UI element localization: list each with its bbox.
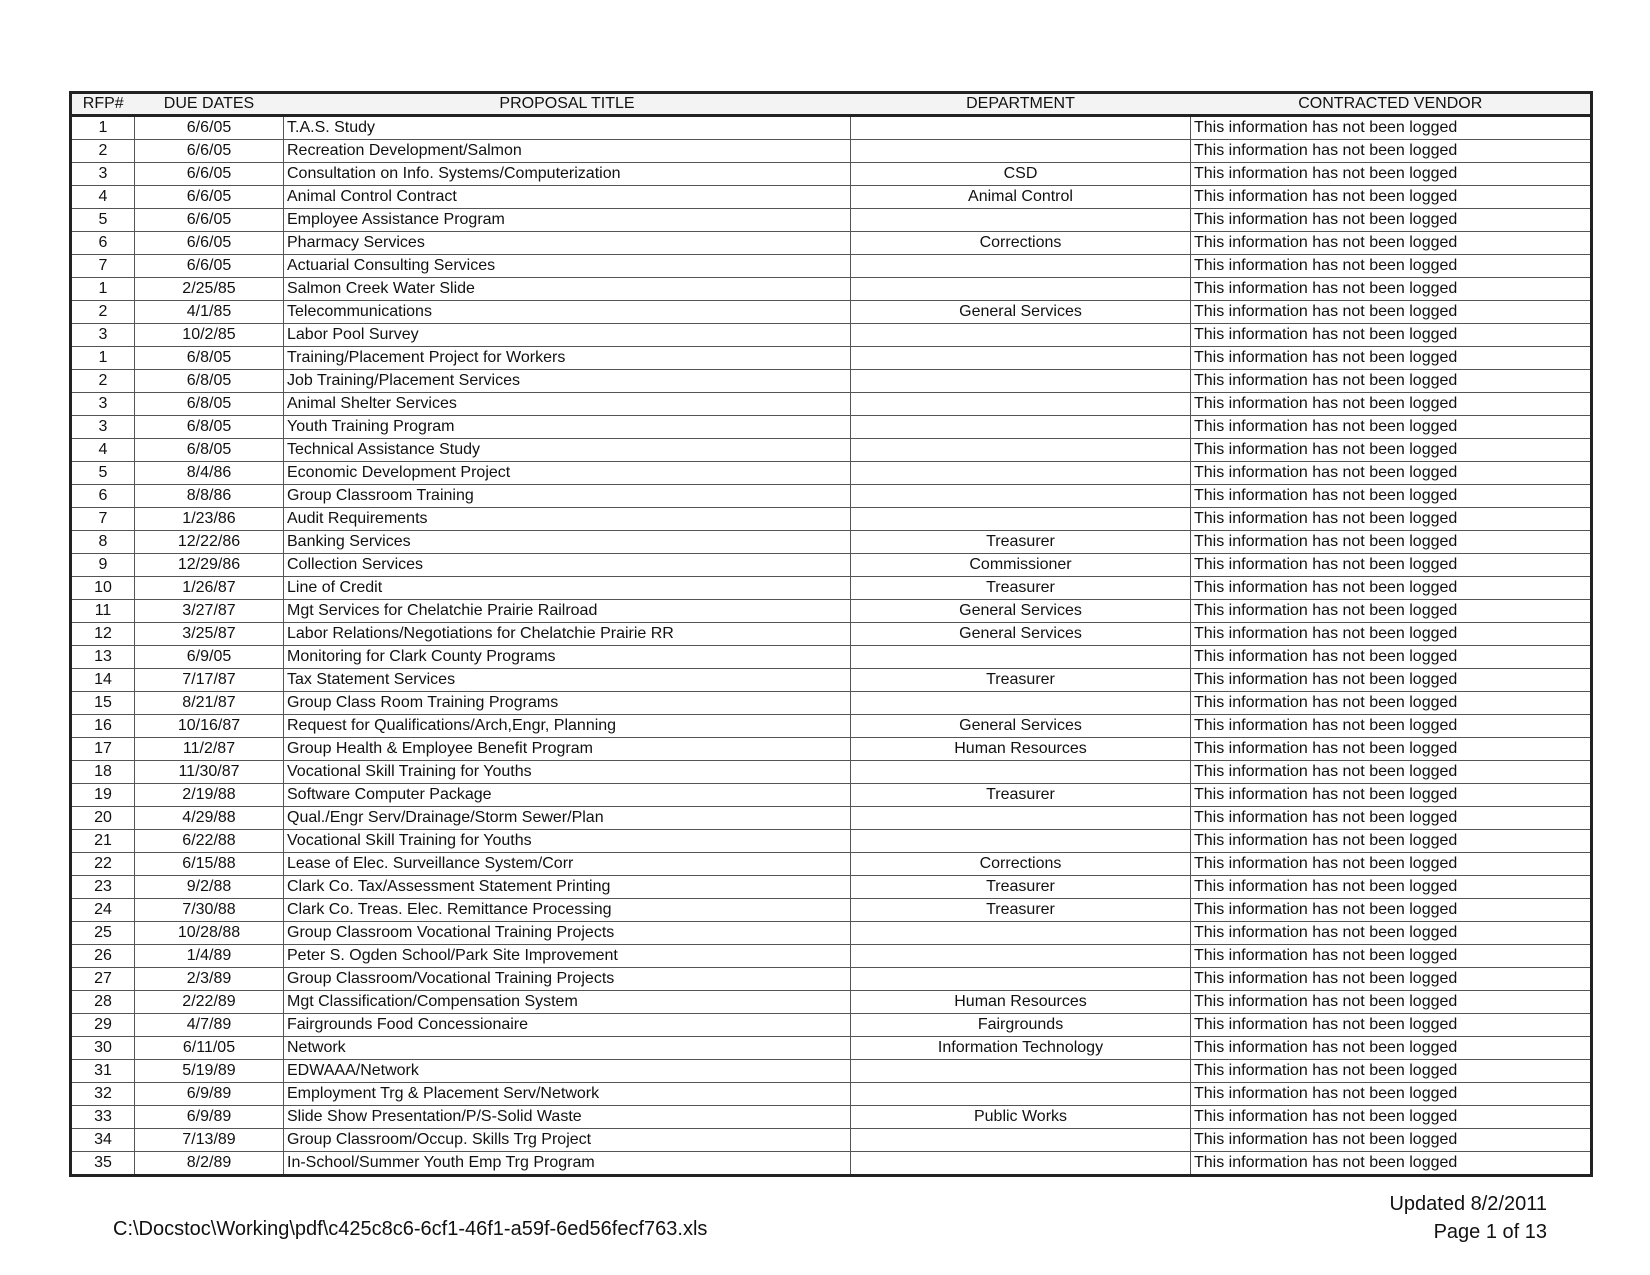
cell-department: Treasurer [851, 531, 1191, 554]
cell-rfp: 17 [71, 738, 135, 761]
cell-due-date: 1/26/87 [135, 577, 284, 600]
cell-rfp: 3 [71, 393, 135, 416]
cell-contracted-vendor: This information has not been logged [1191, 807, 1592, 830]
table-row [71, 577, 1592, 600]
cell-rfp: 2 [71, 140, 135, 163]
cell-rfp: 22 [71, 853, 135, 876]
cell-department [851, 116, 1191, 140]
cell-proposal-title: Group Class Room Training Programs [284, 692, 851, 715]
cell-proposal-title: Banking Services [284, 531, 851, 554]
cell-department [851, 761, 1191, 784]
cell-department [851, 370, 1191, 393]
cell-contracted-vendor: This information has not been logged [1191, 186, 1592, 209]
cell-department: General Services [851, 715, 1191, 738]
cell-rfp: 8 [71, 531, 135, 554]
cell-proposal-title: Labor Relations/Negotiations for Chelatchie Prairie RR [284, 623, 851, 646]
table-row [71, 830, 1592, 853]
cell-proposal-title: Group Classroom/Vocational Training Projects [284, 968, 851, 991]
cell-contracted-vendor: This information has not been logged [1191, 761, 1592, 784]
cell-rfp: 26 [71, 945, 135, 968]
cell-due-date: 7/17/87 [135, 669, 284, 692]
cell-contracted-vendor: This information has not been logged [1191, 738, 1592, 761]
table-row [71, 116, 1592, 140]
cell-due-date: 6/6/05 [135, 140, 284, 163]
table-row [71, 140, 1592, 163]
cell-contracted-vendor: This information has not been logged [1191, 116, 1592, 140]
cell-department: General Services [851, 623, 1191, 646]
cell-rfp: 34 [71, 1129, 135, 1152]
table-row [71, 255, 1592, 278]
cell-department [851, 830, 1191, 853]
cell-proposal-title: Monitoring for Clark County Programs [284, 646, 851, 669]
cell-rfp: 23 [71, 876, 135, 899]
cell-due-date: 3/27/87 [135, 600, 284, 623]
cell-due-date: 6/9/89 [135, 1106, 284, 1129]
cell-proposal-title: Pharmacy Services [284, 232, 851, 255]
cell-proposal-title: Vocational Skill Training for Youths [284, 761, 851, 784]
table-header-row [71, 93, 1592, 116]
cell-rfp: 25 [71, 922, 135, 945]
cell-department [851, 1060, 1191, 1083]
table-row [71, 991, 1592, 1014]
cell-department: Human Resources [851, 991, 1191, 1014]
cell-department [851, 255, 1191, 278]
cell-rfp: 3 [71, 163, 135, 186]
cell-proposal-title: EDWAAA/Network [284, 1060, 851, 1083]
header-rfp: RFP# [71, 93, 135, 116]
cell-contracted-vendor: This information has not been logged [1191, 140, 1592, 163]
cell-rfp: 28 [71, 991, 135, 1014]
table-row [71, 554, 1592, 577]
cell-due-date: 6/9/05 [135, 646, 284, 669]
cell-proposal-title: Animal Control Contract [284, 186, 851, 209]
cell-contracted-vendor: This information has not been logged [1191, 531, 1592, 554]
cell-contracted-vendor: This information has not been logged [1191, 876, 1592, 899]
cell-due-date: 2/25/85 [135, 278, 284, 301]
cell-department [851, 1129, 1191, 1152]
cell-department [851, 1083, 1191, 1106]
cell-contracted-vendor: This information has not been logged [1191, 1152, 1592, 1176]
cell-due-date: 8/2/89 [135, 1152, 284, 1176]
table-row [71, 301, 1592, 324]
cell-rfp: 24 [71, 899, 135, 922]
cell-due-date: 2/22/89 [135, 991, 284, 1014]
cell-rfp: 5 [71, 209, 135, 232]
cell-department [851, 807, 1191, 830]
cell-rfp: 12 [71, 623, 135, 646]
cell-rfp: 20 [71, 807, 135, 830]
cell-rfp: 27 [71, 968, 135, 991]
cell-rfp: 32 [71, 1083, 135, 1106]
table-row [71, 784, 1592, 807]
cell-due-date: 6/6/05 [135, 186, 284, 209]
cell-contracted-vendor: This information has not been logged [1191, 508, 1592, 531]
table-row [71, 1014, 1592, 1037]
cell-contracted-vendor: This information has not been logged [1191, 1129, 1592, 1152]
cell-due-date: 3/25/87 [135, 623, 284, 646]
cell-proposal-title: In-School/Summer Youth Emp Trg Program [284, 1152, 851, 1176]
cell-department: Treasurer [851, 669, 1191, 692]
cell-contracted-vendor: This information has not been logged [1191, 991, 1592, 1014]
cell-proposal-title: Telecommunications [284, 301, 851, 324]
cell-proposal-title: Recreation Development/Salmon [284, 140, 851, 163]
table-row [71, 462, 1592, 485]
table-row [71, 669, 1592, 692]
table-row [71, 876, 1592, 899]
table-row [71, 692, 1592, 715]
cell-due-date: 9/2/88 [135, 876, 284, 899]
cell-rfp: 16 [71, 715, 135, 738]
cell-rfp: 21 [71, 830, 135, 853]
cell-rfp: 4 [71, 186, 135, 209]
cell-proposal-title: Group Classroom Vocational Training Projects [284, 922, 851, 945]
cell-proposal-title: Group Health & Employee Benefit Program [284, 738, 851, 761]
cell-department [851, 945, 1191, 968]
cell-proposal-title: Slide Show Presentation/P/S-Solid Waste [284, 1106, 851, 1129]
cell-proposal-title: Line of Credit [284, 577, 851, 600]
cell-due-date: 8/4/86 [135, 462, 284, 485]
cell-department: Animal Control [851, 186, 1191, 209]
cell-proposal-title: Actuarial Consulting Services [284, 255, 851, 278]
cell-rfp: 3 [71, 416, 135, 439]
cell-proposal-title: Peter S. Ogden School/Park Site Improvement [284, 945, 851, 968]
cell-rfp: 11 [71, 600, 135, 623]
cell-department: Commissioner [851, 554, 1191, 577]
cell-contracted-vendor: This information has not been logged [1191, 1083, 1592, 1106]
cell-department [851, 646, 1191, 669]
table-row [71, 646, 1592, 669]
table-row [71, 347, 1592, 370]
cell-proposal-title: Mgt Classification/Compensation System [284, 991, 851, 1014]
cell-due-date: 1/4/89 [135, 945, 284, 968]
cell-contracted-vendor: This information has not been logged [1191, 853, 1592, 876]
cell-due-date: 12/29/86 [135, 554, 284, 577]
cell-contracted-vendor: This information has not been logged [1191, 945, 1592, 968]
cell-contracted-vendor: This information has not been logged [1191, 600, 1592, 623]
cell-due-date: 8/8/86 [135, 485, 284, 508]
table-row [71, 209, 1592, 232]
cell-department: Treasurer [851, 876, 1191, 899]
cell-proposal-title: Labor Pool Survey [284, 324, 851, 347]
cell-due-date: 11/30/87 [135, 761, 284, 784]
cell-due-date: 7/13/89 [135, 1129, 284, 1152]
cell-contracted-vendor: This information has not been logged [1191, 301, 1592, 324]
cell-due-date: 6/6/05 [135, 163, 284, 186]
cell-rfp: 4 [71, 439, 135, 462]
cell-contracted-vendor: This information has not been logged [1191, 669, 1592, 692]
cell-contracted-vendor: This information has not been logged [1191, 439, 1592, 462]
cell-proposal-title: Salmon Creek Water Slide [284, 278, 851, 301]
cell-department [851, 347, 1191, 370]
cell-contracted-vendor: This information has not been logged [1191, 623, 1592, 646]
cell-proposal-title: Animal Shelter Services [284, 393, 851, 416]
table-row [71, 232, 1592, 255]
cell-proposal-title: Qual./Engr Serv/Drainage/Storm Sewer/Plan [284, 807, 851, 830]
cell-department [851, 508, 1191, 531]
table-row [71, 968, 1592, 991]
cell-department: Treasurer [851, 899, 1191, 922]
header-department: DEPARTMENT [851, 93, 1191, 116]
cell-due-date: 10/16/87 [135, 715, 284, 738]
cell-rfp: 33 [71, 1106, 135, 1129]
cell-rfp: 35 [71, 1152, 135, 1176]
cell-rfp: 7 [71, 255, 135, 278]
cell-rfp: 1 [71, 116, 135, 140]
rfp-table [69, 91, 1593, 1177]
cell-department [851, 922, 1191, 945]
cell-proposal-title: Fairgrounds Food Concessionaire [284, 1014, 851, 1037]
cell-proposal-title: Clark Co. Treas. Elec. Remittance Processing [284, 899, 851, 922]
cell-rfp: 14 [71, 669, 135, 692]
cell-due-date: 4/7/89 [135, 1014, 284, 1037]
cell-due-date: 6/8/05 [135, 416, 284, 439]
cell-department [851, 462, 1191, 485]
table-row [71, 738, 1592, 761]
cell-department [851, 209, 1191, 232]
cell-due-date: 4/1/85 [135, 301, 284, 324]
file-path: C:\Docstoc\Working\pdf\c425c8c6-6cf1-46f1-a59f-6ed56fecf763.xls [113, 1218, 708, 1240]
table-row [71, 623, 1592, 646]
table-body [71, 116, 1592, 1176]
cell-proposal-title: T.A.S. Study [284, 116, 851, 140]
cell-rfp: 1 [71, 347, 135, 370]
table-row [71, 439, 1592, 462]
cell-proposal-title: Request for Qualifications/Arch,Engr, Planning [284, 715, 851, 738]
table-row [71, 600, 1592, 623]
cell-contracted-vendor: This information has not been logged [1191, 968, 1592, 991]
cell-contracted-vendor: This information has not been logged [1191, 416, 1592, 439]
cell-contracted-vendor: This information has not been logged [1191, 715, 1592, 738]
cell-due-date: 6/15/88 [135, 853, 284, 876]
table-row [71, 922, 1592, 945]
cell-proposal-title: Clark Co. Tax/Assessment Statement Printing [284, 876, 851, 899]
cell-due-date: 6/6/05 [135, 232, 284, 255]
cell-contracted-vendor: This information has not been logged [1191, 922, 1592, 945]
cell-proposal-title: Tax Statement Services [284, 669, 851, 692]
cell-due-date: 6/8/05 [135, 439, 284, 462]
table-row [71, 531, 1592, 554]
table-row [71, 945, 1592, 968]
cell-rfp: 1 [71, 278, 135, 301]
table-row [71, 163, 1592, 186]
cell-due-date: 12/22/86 [135, 531, 284, 554]
cell-department: Information Technology [851, 1037, 1191, 1060]
cell-contracted-vendor: This information has not been logged [1191, 830, 1592, 853]
cell-rfp: 2 [71, 370, 135, 393]
cell-contracted-vendor: This information has not been logged [1191, 255, 1592, 278]
cell-department: Treasurer [851, 577, 1191, 600]
cell-due-date: 11/2/87 [135, 738, 284, 761]
cell-proposal-title: Audit Requirements [284, 508, 851, 531]
cell-contracted-vendor: This information has not been logged [1191, 554, 1592, 577]
cell-due-date: 6/11/05 [135, 1037, 284, 1060]
cell-proposal-title: Employment Trg & Placement Serv/Network [284, 1083, 851, 1106]
cell-contracted-vendor: This information has not been logged [1191, 324, 1592, 347]
cell-contracted-vendor: This information has not been logged [1191, 1106, 1592, 1129]
cell-proposal-title: Economic Development Project [284, 462, 851, 485]
cell-rfp: 7 [71, 508, 135, 531]
table-row [71, 853, 1592, 876]
cell-proposal-title: Vocational Skill Training for Youths [284, 830, 851, 853]
cell-due-date: 6/6/05 [135, 209, 284, 232]
cell-rfp: 13 [71, 646, 135, 669]
cell-department [851, 416, 1191, 439]
cell-due-date: 6/8/05 [135, 347, 284, 370]
cell-proposal-title: Group Classroom/Occup. Skills Trg Project [284, 1129, 851, 1152]
cell-department [851, 1152, 1191, 1176]
table-row [71, 1037, 1592, 1060]
cell-department [851, 968, 1191, 991]
cell-due-date: 1/23/86 [135, 508, 284, 531]
cell-department: Corrections [851, 232, 1191, 255]
cell-proposal-title: Lease of Elec. Surveillance System/Corr [284, 853, 851, 876]
cell-rfp: 15 [71, 692, 135, 715]
cell-department [851, 439, 1191, 462]
table-row [71, 1152, 1592, 1176]
cell-contracted-vendor: This information has not been logged [1191, 784, 1592, 807]
cell-department [851, 692, 1191, 715]
cell-rfp: 5 [71, 462, 135, 485]
cell-department: Human Resources [851, 738, 1191, 761]
cell-department: Treasurer [851, 784, 1191, 807]
table-row [71, 370, 1592, 393]
cell-proposal-title: Youth Training Program [284, 416, 851, 439]
cell-department: Fairgrounds [851, 1014, 1191, 1037]
table-row [71, 393, 1592, 416]
cell-contracted-vendor: This information has not been logged [1191, 370, 1592, 393]
cell-proposal-title: Technical Assistance Study [284, 439, 851, 462]
table-row [71, 807, 1592, 830]
cell-due-date: 6/8/05 [135, 370, 284, 393]
cell-department [851, 324, 1191, 347]
cell-contracted-vendor: This information has not been logged [1191, 899, 1592, 922]
cell-due-date: 6/8/05 [135, 393, 284, 416]
cell-rfp: 18 [71, 761, 135, 784]
cell-rfp: 10 [71, 577, 135, 600]
cell-contracted-vendor: This information has not been logged [1191, 347, 1592, 370]
cell-rfp: 6 [71, 485, 135, 508]
cell-contracted-vendor: This information has not been logged [1191, 163, 1592, 186]
cell-department [851, 278, 1191, 301]
cell-contracted-vendor: This information has not been logged [1191, 462, 1592, 485]
cell-contracted-vendor: This information has not been logged [1191, 577, 1592, 600]
cell-contracted-vendor: This information has not been logged [1191, 1060, 1592, 1083]
cell-due-date: 2/3/89 [135, 968, 284, 991]
cell-department: General Services [851, 301, 1191, 324]
cell-proposal-title: Network [284, 1037, 851, 1060]
cell-department [851, 485, 1191, 508]
cell-rfp: 29 [71, 1014, 135, 1037]
page-number: Page 1 of 13 [1433, 1221, 1547, 1243]
cell-due-date: 5/19/89 [135, 1060, 284, 1083]
cell-rfp: 3 [71, 324, 135, 347]
cell-proposal-title: Job Training/Placement Services [284, 370, 851, 393]
cell-proposal-title: Software Computer Package [284, 784, 851, 807]
cell-proposal-title: Consultation on Info. Systems/Computerization [284, 163, 851, 186]
cell-department: Corrections [851, 853, 1191, 876]
cell-due-date: 10/2/85 [135, 324, 284, 347]
cell-department [851, 140, 1191, 163]
cell-rfp: 9 [71, 554, 135, 577]
table-row [71, 186, 1592, 209]
cell-due-date: 6/22/88 [135, 830, 284, 853]
cell-due-date: 6/6/05 [135, 255, 284, 278]
cell-contracted-vendor: This information has not been logged [1191, 209, 1592, 232]
cell-due-date: 6/6/05 [135, 116, 284, 140]
cell-contracted-vendor: This information has not been logged [1191, 1037, 1592, 1060]
cell-due-date: 6/9/89 [135, 1083, 284, 1106]
cell-due-date: 10/28/88 [135, 922, 284, 945]
cell-rfp: 6 [71, 232, 135, 255]
cell-contracted-vendor: This information has not been logged [1191, 485, 1592, 508]
cell-department: General Services [851, 600, 1191, 623]
updated-date: Updated 8/2/2011 [1389, 1193, 1547, 1215]
cell-department [851, 393, 1191, 416]
table-row [71, 899, 1592, 922]
header-due-dates: DUE DATES [135, 93, 284, 116]
cell-rfp: 30 [71, 1037, 135, 1060]
table-row [71, 278, 1592, 301]
table-row [71, 485, 1592, 508]
table-row [71, 324, 1592, 347]
cell-proposal-title: Mgt Services for Chelatchie Prairie Railroad [284, 600, 851, 623]
table-row [71, 761, 1592, 784]
cell-contracted-vendor: This information has not been logged [1191, 278, 1592, 301]
table-row [71, 416, 1592, 439]
cell-proposal-title: Group Classroom Training [284, 485, 851, 508]
cell-rfp: 31 [71, 1060, 135, 1083]
cell-department: Public Works [851, 1106, 1191, 1129]
cell-rfp: 2 [71, 301, 135, 324]
table-row [71, 1129, 1592, 1152]
header-proposal-title: PROPOSAL TITLE [284, 93, 851, 116]
table-row [71, 508, 1592, 531]
cell-proposal-title: Training/Placement Project for Workers [284, 347, 851, 370]
cell-rfp: 19 [71, 784, 135, 807]
cell-department: CSD [851, 163, 1191, 186]
cell-contracted-vendor: This information has not been logged [1191, 1014, 1592, 1037]
cell-proposal-title: Employee Assistance Program [284, 209, 851, 232]
table-row [71, 1083, 1592, 1106]
cell-contracted-vendor: This information has not been logged [1191, 692, 1592, 715]
cell-contracted-vendor: This information has not been logged [1191, 646, 1592, 669]
cell-due-date: 8/21/87 [135, 692, 284, 715]
cell-due-date: 2/19/88 [135, 784, 284, 807]
header-contracted-vendor: CONTRACTED VENDOR [1191, 93, 1592, 116]
table-row [71, 1106, 1592, 1129]
cell-contracted-vendor: This information has not been logged [1191, 232, 1592, 255]
cell-due-date: 4/29/88 [135, 807, 284, 830]
cell-due-date: 7/30/88 [135, 899, 284, 922]
cell-proposal-title: Collection Services [284, 554, 851, 577]
table-row [71, 1060, 1592, 1083]
cell-contracted-vendor: This information has not been logged [1191, 393, 1592, 416]
table-row [71, 715, 1592, 738]
